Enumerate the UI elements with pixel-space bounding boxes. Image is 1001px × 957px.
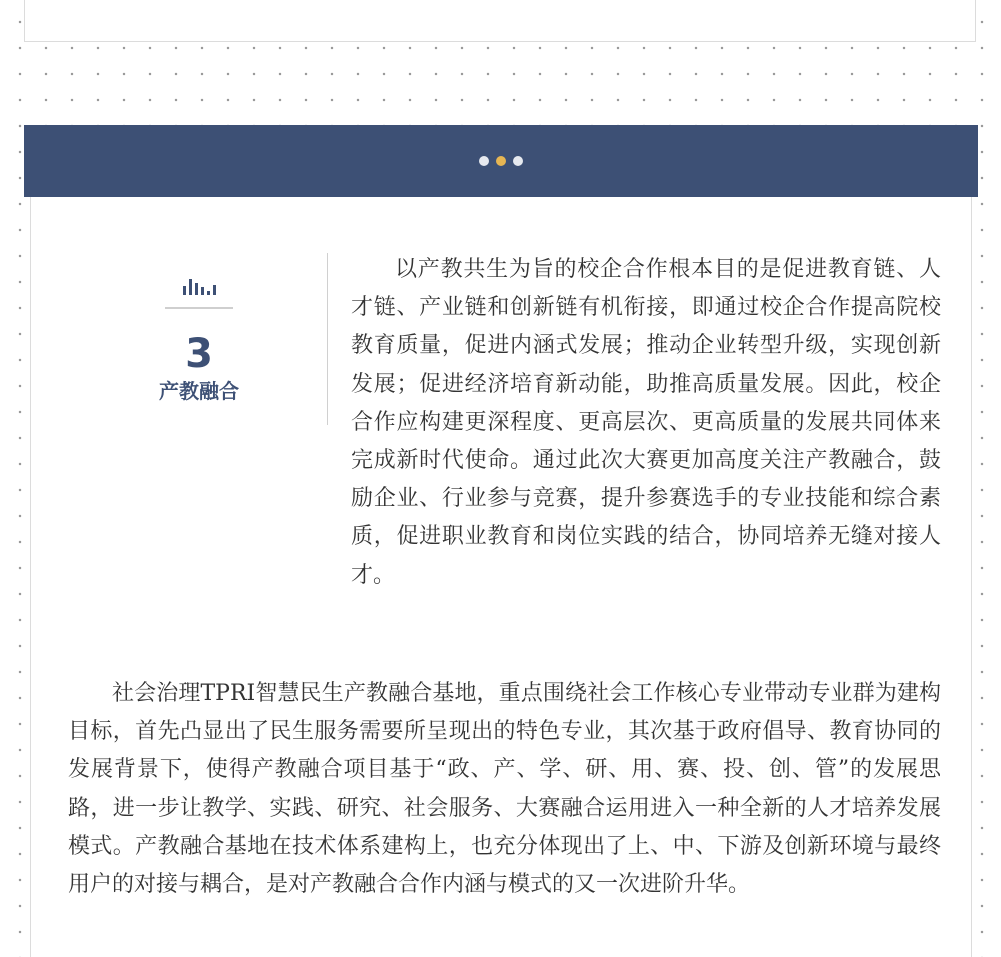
previous-section-card <box>24 0 976 42</box>
intro-paragraph: 以产教共生为旨的校企合作根本目的是促进教育链、人才链、产业链和创新链有机衔接，即通过校企合作提高院校教育质量，促进内涵式发展；推动企业转型升级，实现创新发展；促进经济培育新动能，助推高质量发展。因此，校企合作应构建更深程度、更高层次、更高质量的发展共同体来完成新时代使命。通过此次大赛更加高度关注产教融合，鼓励企业、行业参与竞赛，提升参赛选手的专业技能和综合素质，促进职业教育和岗位实践的结合，协同培养无缝对接人才。 <box>351 257 941 588</box>
section-header-bar <box>24 125 978 197</box>
badge-divider <box>165 307 233 309</box>
section-number: 3 <box>185 331 213 377</box>
section-content-card <box>30 197 972 957</box>
section-title: 产教融合 <box>159 379 239 403</box>
pager-dot-3[interactable] <box>513 156 523 166</box>
pager-dot-1[interactable] <box>479 156 489 166</box>
section-badge <box>150 277 248 404</box>
pager-dot-2-active[interactable] <box>496 156 506 166</box>
vertical-divider <box>327 253 328 425</box>
bar-chart-icon <box>150 277 248 295</box>
body-paragraph: 社会治理TPRI智慧民生产教融合基地，重点围绕社会工作核心专业带动专业群为建构目标，首先凸显出了民生服务需要所呈现出的特色专业，其次基于政府倡导、教育协同的发展背景下，使得产教融合项目基于“政、产、学、研、用、赛、投、创、管”的发展思路，进一步让教学、实践、研究、社会服务、大赛融合运用进入一种全新的人才培养发展模式。产教融合基地在技术体系建构上，也充分体现出了上、中、下游及创新环境与最终用户的对接与耦合，是对产教融合合作内涵与模式的又一次进阶升华。 <box>68 681 941 898</box>
